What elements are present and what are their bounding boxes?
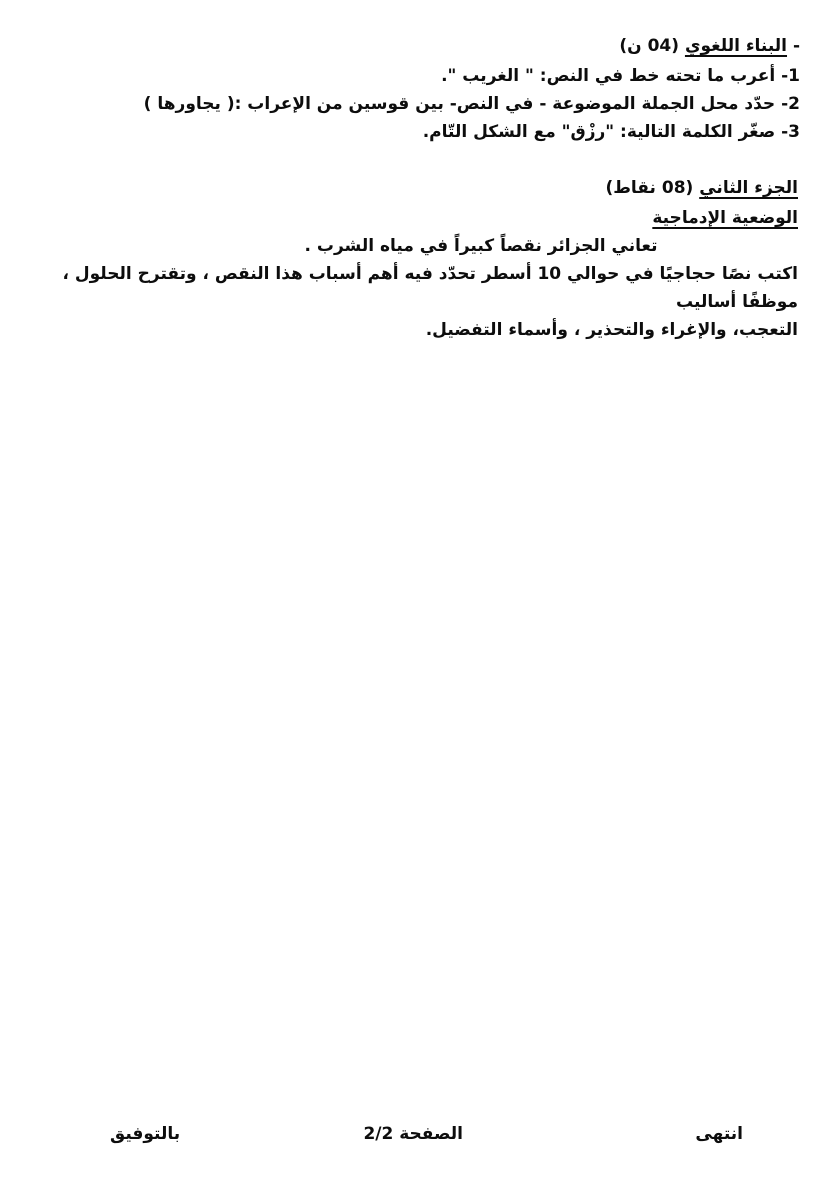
part-two-heading: [14, 174, 798, 202]
part-two-points: (08 نقاط): [605, 178, 694, 198]
section-part-two: [14, 174, 798, 344]
heading-dash: -: [792, 36, 800, 56]
question-item-3: 3- صغّر الكلمة التالية: "رزْق" مع الشكل التّام.: [422, 122, 800, 142]
question-item-2: 2- حدّد محل الجملة الموضوعة - في النص- بين قوسين من الإعراب :( يجاورها ): [143, 94, 800, 114]
situation-intro-line: تعاني الجزائر نقصاً كبيراً في مياه الشرب .: [304, 236, 658, 256]
section-language-heading: [18, 32, 800, 60]
page-footer: [0, 1120, 818, 1154]
section-language-title: البناء اللغوي: [684, 36, 788, 56]
section-language-points: (04 ن): [619, 36, 680, 56]
question-item-1: 1- أعرب ما تحته خط في النص: " الغريب ".: [441, 66, 800, 86]
footer-end-label: انتهى: [695, 1124, 743, 1144]
part-two-title: الجزء الثاني: [699, 178, 798, 198]
task-line-1: اكتب نصًا حجاجيًا في حوالي 10 أسطر تحدّد فيه أهم أسباب هذا النقص ، وتقترح الحلول ، موظفًا أساليب: [62, 264, 798, 312]
footer-page-number: الصفحة 2/2: [363, 1124, 463, 1144]
footer-good-luck-label: بالتوفيق: [110, 1124, 181, 1144]
task-line-2: التعجب، والإغراء والتحذير ، وأسماء التفضيل.: [425, 320, 798, 340]
integrative-situation-subtitle: الوضعية الإدماجية: [652, 208, 798, 228]
section-language: [18, 32, 800, 146]
